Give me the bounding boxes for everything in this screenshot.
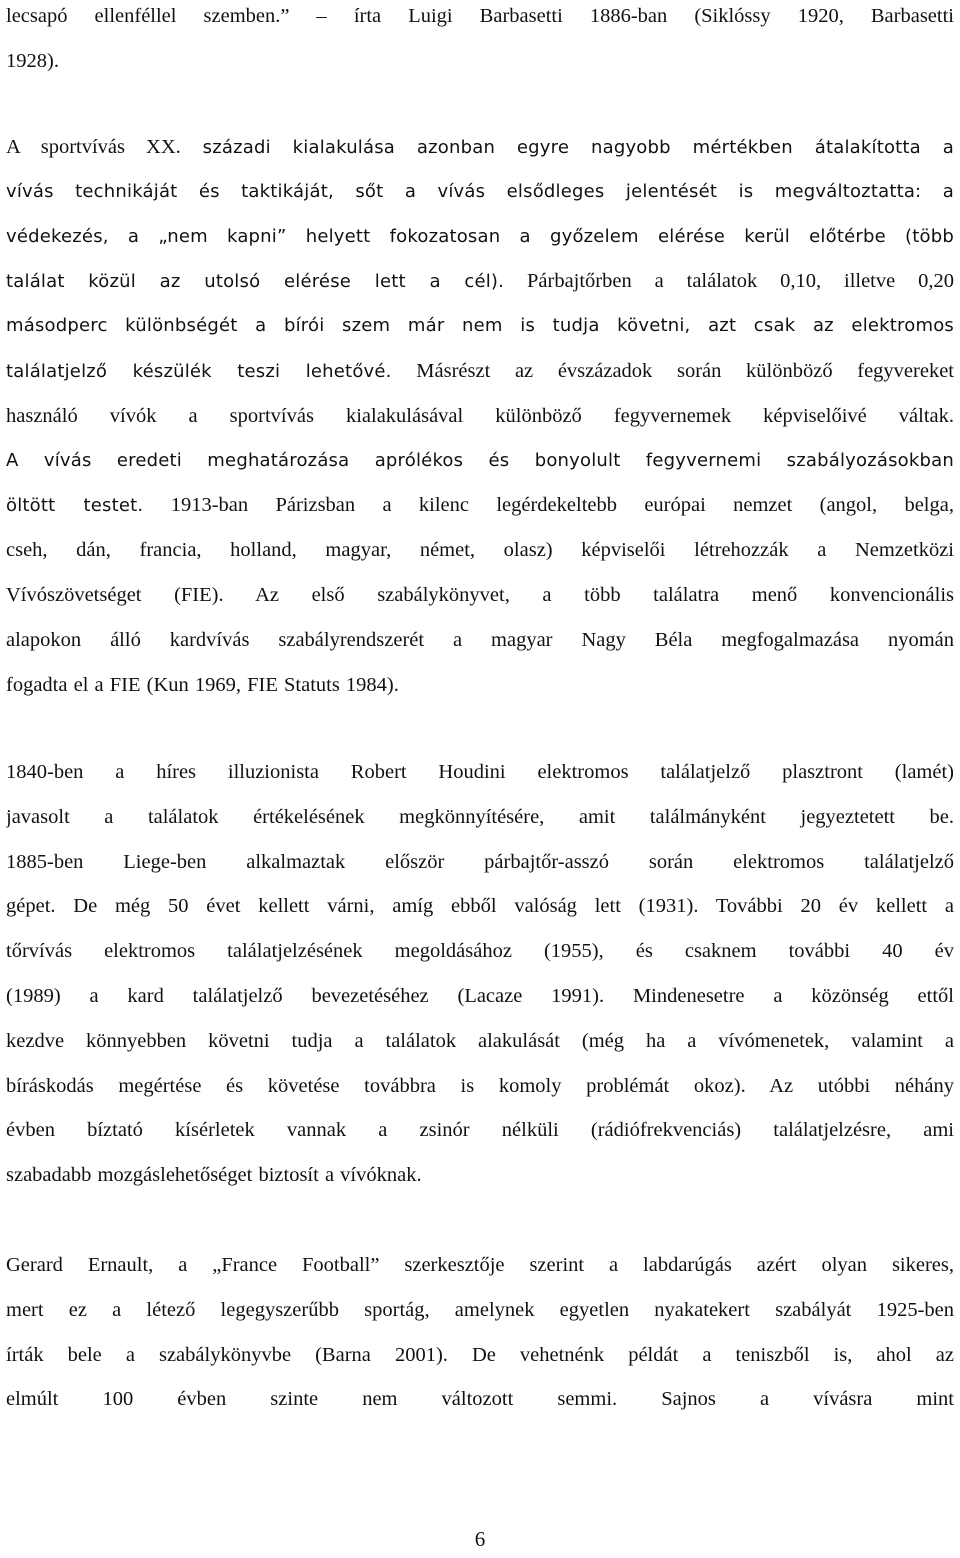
text-line: szabadabb mozgáslehetőséget biztosít a vívóknak. — [6, 1164, 422, 1187]
text-line: használó vívók a sportvívás kialakulásával különböző fegyvernemek képviselőivé váltak. — [6, 404, 954, 427]
text-line: mert ez a létező legegyszerűbb sportág, amelynek egyetlen nyakatekert szabályát 1925-ben — [6, 1298, 954, 1321]
text-run: A sportvívás XX. — [6, 136, 181, 158]
text-line: tőrvívás elektromos találatjelzésének megoldásához (1955), és csaknem további 40 év — [6, 940, 954, 963]
text-line: írták bele a szabálykönyvbe (Barna 2001). De vehetnénk példát a teniszből is, ahol az — [6, 1343, 954, 1366]
text-line — [6, 483, 954, 528]
text-line: gépet. De még 50 évet kellett várni, amíg ebből valóság lett (1931). További 20 év kellett a — [6, 895, 954, 918]
text-line: 1928). — [6, 49, 59, 72]
text-line: védekezés, a „nem kapni” helyett fokozatosan a győzelem elérése kerül előtérbe (több — [6, 225, 954, 247]
text-line — [6, 259, 954, 304]
text-line: évben bíztató kísérletek vannak a zsinór nélküli (rádiófrekvenciás) találatjelzésre, ami — [6, 1119, 954, 1142]
paragraph-electric-scoring — [6, 750, 954, 1198]
text-line: vívás technikáját és taktikáját, sőt a vívás elsődleges jelentését is megváltoztatta: a — [6, 180, 954, 202]
text-line: (1989) a kard találatjelző bevezetéséhez (Lacaze 1991). Mindenesetre a közönség ettől — [6, 984, 954, 1007]
text-run: öltött testet. — [6, 495, 144, 517]
text-line — [6, 573, 954, 618]
text-run: 1913-ban Párizsban a kilenc legérdekeltebb európai nemzet (angol, belga, — [143, 494, 954, 517]
text-line: fogadta el a FIE (Kun 1969, FIE Statuts 1984). — [6, 673, 399, 696]
text-run: Párbajtőrben a találatok 0,10, illetve 0,20 — [504, 270, 954, 293]
page-number: 6 — [474, 1527, 486, 1551]
paragraph-intro-quote — [6, 0, 954, 84]
text-line: Gerard Ernault, a „France Football” szerkesztője szerint a labdarúgás azért olyan sikeres, — [6, 1254, 954, 1276]
text-run: századi kialakulása azonban egyre nagyobb mértékben átalakította a — [180, 137, 954, 158]
text-line: másodperc különbségét a bírói szem már nem is tudja követni, azt csak az elektromos — [6, 315, 954, 337]
text-run: Másrészt az évszázadok során különböző fegyvereket — [391, 359, 954, 382]
text-run: Vívószövetséget (FIE). — [6, 583, 224, 606]
text-run: Az első szabálykönyvet, a több találatra menő konvencionális — [223, 583, 954, 606]
text-line — [6, 349, 954, 394]
text-line — [6, 125, 954, 170]
paragraph-football-comparison — [6, 1243, 954, 1422]
text-line: bíráskodás megértése és követése továbbra is komoly problémát okoz). Az utóbbi néhány — [6, 1074, 954, 1097]
text-line: cseh, dán, francia, holland, magyar, német, olasz) képviselői létrehozzák a Nemzetközi — [6, 539, 954, 562]
text-line: javasolt a találatok értékelésének megkönnyítésére, amit találmányként jegyeztetett be. — [6, 805, 954, 828]
text-run: találat közül az utolsó elérése lett a cél). — [6, 271, 505, 293]
text-line: kezdve könnyebben követni tudja a találatok alakulását (még ha a vívómenetek, valamint a — [6, 1029, 954, 1052]
text-line: lecsapó ellenféllel szemben.” – írta Luigi Barbasetti 1886-ban (Siklóssy 1920, Barbasetti — [6, 5, 954, 27]
text-run: találatjelző készülék teszi lehetővé. — [6, 360, 392, 382]
text-line: alapokon álló kardvívás szabályrendszerét a magyar Nagy Béla megfogalmazása nyomán — [6, 628, 954, 651]
text-line: 1840-ben a híres illuzionista Robert Houdini elektromos találatjelző plasztront (lamét) — [6, 761, 954, 783]
text-line: elmúlt 100 évben szinte nem változott semmi. Sajnos a vívásra mint — [6, 1388, 954, 1411]
text-line: 1885-ben Liege-ben alkalmaztak először párbajtőr-asszó során elektromos találatjelző — [6, 850, 954, 873]
paragraph-sport-fencing — [6, 125, 954, 707]
text-line: A vívás eredeti meghatározása aprólékos és bonyolult fegyvernemi szabályozásokban — [6, 449, 954, 471]
